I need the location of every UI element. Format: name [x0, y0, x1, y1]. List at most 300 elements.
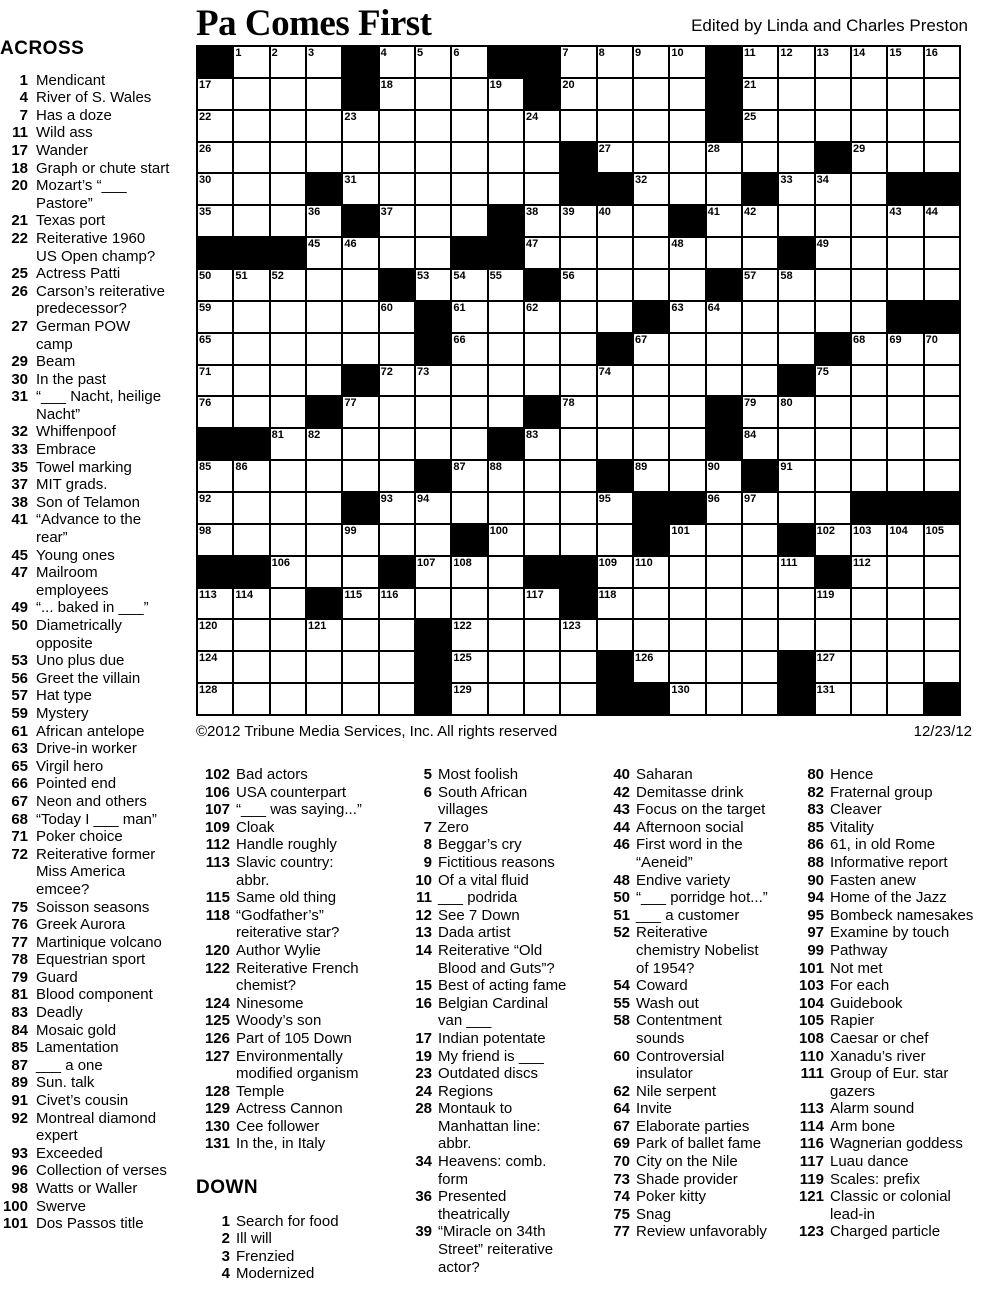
grid-cell[interactable]	[307, 47, 341, 77]
grid-cell[interactable]	[234, 461, 268, 491]
grid-cell[interactable]	[380, 620, 414, 650]
grid-cell[interactable]	[489, 684, 523, 714]
grid-cell[interactable]	[343, 174, 377, 204]
grid-cell[interactable]	[343, 302, 377, 332]
grid-cell[interactable]	[888, 620, 922, 650]
grid-cell[interactable]	[779, 47, 813, 77]
grid-cell[interactable]	[452, 143, 486, 173]
grid-cell[interactable]	[707, 238, 741, 268]
grid-cell[interactable]	[670, 174, 704, 204]
grid-cell[interactable]	[888, 461, 922, 491]
grid-cell[interactable]	[888, 238, 922, 268]
grid-cell[interactable]	[634, 620, 668, 650]
grid-cell[interactable]	[234, 206, 268, 236]
grid-cell[interactable]	[561, 461, 595, 491]
grid-cell[interactable]	[307, 652, 341, 682]
grid-cell[interactable]	[852, 429, 886, 459]
grid-cell[interactable]	[598, 557, 632, 587]
grid-cell[interactable]	[343, 684, 377, 714]
grid-cell[interactable]	[743, 429, 777, 459]
grid-cell[interactable]	[307, 620, 341, 650]
grid-cell[interactable]	[198, 525, 232, 555]
grid-cell[interactable]	[343, 461, 377, 491]
grid-cell[interactable]	[561, 47, 595, 77]
grid-cell[interactable]	[852, 589, 886, 619]
grid-cell[interactable]	[743, 397, 777, 427]
grid-cell[interactable]	[489, 143, 523, 173]
grid-cell[interactable]	[271, 206, 305, 236]
grid-cell[interactable]	[707, 143, 741, 173]
grid-cell[interactable]	[816, 302, 850, 332]
grid-cell[interactable]	[743, 334, 777, 364]
grid-cell[interactable]	[852, 206, 886, 236]
grid-cell[interactable]	[380, 684, 414, 714]
grid-cell[interactable]	[307, 557, 341, 587]
grid-cell[interactable]	[198, 493, 232, 523]
grid-cell[interactable]	[489, 461, 523, 491]
grid-cell[interactable]	[234, 270, 268, 300]
grid-cell[interactable]	[343, 334, 377, 364]
grid-cell[interactable]	[743, 652, 777, 682]
grid-cell[interactable]	[307, 366, 341, 396]
grid-cell[interactable]	[707, 206, 741, 236]
grid-cell[interactable]	[416, 111, 450, 141]
grid-cell[interactable]	[888, 47, 922, 77]
grid-cell[interactable]	[598, 620, 632, 650]
grid-cell[interactable]	[416, 525, 450, 555]
grid-cell[interactable]	[634, 366, 668, 396]
grid-cell[interactable]	[525, 334, 559, 364]
grid-cell[interactable]	[380, 206, 414, 236]
grid-cell[interactable]	[925, 47, 959, 77]
grid-cell[interactable]	[489, 270, 523, 300]
grid-cell[interactable]	[670, 429, 704, 459]
grid-cell[interactable]	[925, 397, 959, 427]
grid-cell[interactable]	[452, 461, 486, 491]
grid-cell[interactable]	[525, 493, 559, 523]
grid-cell[interactable]	[416, 174, 450, 204]
grid-cell[interactable]	[234, 684, 268, 714]
grid-cell[interactable]	[779, 397, 813, 427]
grid-cell[interactable]	[271, 557, 305, 587]
grid-cell[interactable]	[271, 461, 305, 491]
grid-cell[interactable]	[707, 684, 741, 714]
grid-cell[interactable]	[888, 684, 922, 714]
grid-cell[interactable]	[670, 79, 704, 109]
grid-cell[interactable]	[743, 270, 777, 300]
grid-cell[interactable]	[816, 461, 850, 491]
grid-cell[interactable]	[634, 111, 668, 141]
grid-cell[interactable]	[598, 589, 632, 619]
grid-cell[interactable]	[271, 111, 305, 141]
grid-cell[interactable]	[271, 589, 305, 619]
grid-cell[interactable]	[343, 397, 377, 427]
grid-cell[interactable]	[598, 493, 632, 523]
grid-cell[interactable]	[525, 461, 559, 491]
grid-cell[interactable]	[416, 589, 450, 619]
grid-cell[interactable]	[888, 111, 922, 141]
grid-cell[interactable]	[743, 557, 777, 587]
grid-cell[interactable]	[925, 461, 959, 491]
grid-cell[interactable]	[416, 238, 450, 268]
grid-cell[interactable]	[452, 270, 486, 300]
grid-cell[interactable]	[816, 397, 850, 427]
grid-cell[interactable]	[416, 47, 450, 77]
grid-cell[interactable]	[380, 461, 414, 491]
grid-cell[interactable]	[416, 366, 450, 396]
grid-cell[interactable]	[525, 174, 559, 204]
grid-cell[interactable]	[634, 79, 668, 109]
grid-cell[interactable]	[707, 589, 741, 619]
grid-cell[interactable]	[452, 589, 486, 619]
grid-cell[interactable]	[561, 652, 595, 682]
grid-cell[interactable]	[743, 143, 777, 173]
grid-cell[interactable]	[598, 143, 632, 173]
grid-cell[interactable]	[307, 270, 341, 300]
grid-cell[interactable]	[271, 302, 305, 332]
grid-cell[interactable]	[852, 47, 886, 77]
grid-cell[interactable]	[816, 620, 850, 650]
grid-cell[interactable]	[670, 620, 704, 650]
grid-cell[interactable]	[779, 429, 813, 459]
grid-cell[interactable]	[852, 620, 886, 650]
grid-cell[interactable]	[852, 525, 886, 555]
grid-cell[interactable]	[380, 143, 414, 173]
grid-cell[interactable]	[707, 174, 741, 204]
grid-cell[interactable]	[670, 557, 704, 587]
grid-cell[interactable]	[852, 461, 886, 491]
grid-cell[interactable]	[198, 684, 232, 714]
grid-cell[interactable]	[198, 397, 232, 427]
grid-cell[interactable]	[380, 589, 414, 619]
grid-cell[interactable]	[234, 111, 268, 141]
grid-cell[interactable]	[561, 238, 595, 268]
grid-cell[interactable]	[416, 429, 450, 459]
grid-cell[interactable]	[670, 302, 704, 332]
grid-cell[interactable]	[198, 302, 232, 332]
grid-cell[interactable]	[852, 366, 886, 396]
grid-cell[interactable]	[271, 79, 305, 109]
grid-cell[interactable]	[634, 652, 668, 682]
grid-cell[interactable]	[779, 143, 813, 173]
grid-cell[interactable]	[852, 111, 886, 141]
grid-cell[interactable]	[779, 302, 813, 332]
grid-cell[interactable]	[670, 111, 704, 141]
grid-cell[interactable]	[416, 397, 450, 427]
grid-cell[interactable]	[779, 557, 813, 587]
grid-cell[interactable]	[816, 79, 850, 109]
grid-cell[interactable]	[525, 238, 559, 268]
grid-cell[interactable]	[343, 429, 377, 459]
grid-cell[interactable]	[707, 334, 741, 364]
grid-cell[interactable]	[707, 557, 741, 587]
grid-cell[interactable]	[452, 620, 486, 650]
grid-cell[interactable]	[307, 111, 341, 141]
grid-cell[interactable]	[271, 620, 305, 650]
grid-cell[interactable]	[816, 206, 850, 236]
grid-cell[interactable]	[271, 429, 305, 459]
grid-cell[interactable]	[198, 111, 232, 141]
grid-cell[interactable]	[307, 79, 341, 109]
grid-cell[interactable]	[888, 652, 922, 682]
grid-cell[interactable]	[925, 79, 959, 109]
grid-cell[interactable]	[888, 397, 922, 427]
grid-cell[interactable]	[343, 238, 377, 268]
grid-cell[interactable]	[561, 270, 595, 300]
grid-cell[interactable]	[670, 143, 704, 173]
grid-cell[interactable]	[489, 397, 523, 427]
grid-cell[interactable]	[925, 111, 959, 141]
grid-cell[interactable]	[525, 429, 559, 459]
grid-cell[interactable]	[634, 47, 668, 77]
grid-cell[interactable]	[670, 397, 704, 427]
grid-cell[interactable]	[271, 270, 305, 300]
grid-cell[interactable]	[343, 143, 377, 173]
grid-cell[interactable]	[416, 79, 450, 109]
grid-cell[interactable]	[525, 366, 559, 396]
grid-cell[interactable]	[743, 589, 777, 619]
grid-cell[interactable]	[634, 174, 668, 204]
grid-cell[interactable]	[852, 397, 886, 427]
grid-cell[interactable]	[525, 525, 559, 555]
grid-cell[interactable]	[271, 652, 305, 682]
grid-cell[interactable]	[634, 143, 668, 173]
grid-cell[interactable]	[234, 397, 268, 427]
grid-cell[interactable]	[598, 238, 632, 268]
grid-cell[interactable]	[561, 525, 595, 555]
grid-cell[interactable]	[416, 143, 450, 173]
grid-cell[interactable]	[852, 652, 886, 682]
grid-cell[interactable]	[525, 302, 559, 332]
grid-cell[interactable]	[634, 270, 668, 300]
grid-cell[interactable]	[234, 174, 268, 204]
grid-cell[interactable]	[198, 461, 232, 491]
grid-cell[interactable]	[271, 525, 305, 555]
grid-cell[interactable]	[452, 366, 486, 396]
grid-cell[interactable]	[561, 684, 595, 714]
grid-cell[interactable]	[489, 334, 523, 364]
grid-cell[interactable]	[598, 366, 632, 396]
grid-cell[interactable]	[743, 238, 777, 268]
grid-cell[interactable]	[670, 334, 704, 364]
grid-cell[interactable]	[307, 143, 341, 173]
grid-cell[interactable]	[198, 270, 232, 300]
grid-cell[interactable]	[816, 47, 850, 77]
grid-cell[interactable]	[707, 461, 741, 491]
grid-cell[interactable]	[234, 589, 268, 619]
grid-cell[interactable]	[380, 79, 414, 109]
grid-cell[interactable]	[816, 493, 850, 523]
grid-cell[interactable]	[380, 493, 414, 523]
grid-cell[interactable]	[307, 334, 341, 364]
grid-cell[interactable]	[888, 334, 922, 364]
grid-cell[interactable]	[925, 143, 959, 173]
grid-cell[interactable]	[234, 302, 268, 332]
grid-cell[interactable]	[307, 461, 341, 491]
grid-cell[interactable]	[634, 238, 668, 268]
grid-cell[interactable]	[634, 397, 668, 427]
grid-cell[interactable]	[598, 79, 632, 109]
grid-cell[interactable]	[561, 206, 595, 236]
grid-cell[interactable]	[779, 589, 813, 619]
grid-cell[interactable]	[525, 143, 559, 173]
grid-cell[interactable]	[598, 397, 632, 427]
grid-cell[interactable]	[561, 79, 595, 109]
grid-cell[interactable]	[489, 525, 523, 555]
grid-cell[interactable]	[561, 620, 595, 650]
grid-cell[interactable]	[380, 174, 414, 204]
grid-cell[interactable]	[525, 111, 559, 141]
grid-cell[interactable]	[271, 397, 305, 427]
grid-cell[interactable]	[743, 366, 777, 396]
grid-cell[interactable]	[452, 79, 486, 109]
grid-cell[interactable]	[670, 238, 704, 268]
grid-cell[interactable]	[707, 366, 741, 396]
grid-cell[interactable]	[452, 174, 486, 204]
grid-cell[interactable]	[452, 334, 486, 364]
grid-cell[interactable]	[888, 525, 922, 555]
grid-cell[interactable]	[271, 334, 305, 364]
grid-cell[interactable]	[816, 270, 850, 300]
grid-cell[interactable]	[452, 206, 486, 236]
grid-cell[interactable]	[525, 684, 559, 714]
grid-cell[interactable]	[380, 429, 414, 459]
grid-cell[interactable]	[634, 334, 668, 364]
grid-cell[interactable]	[779, 79, 813, 109]
grid-cell[interactable]	[198, 366, 232, 396]
grid-cell[interactable]	[888, 366, 922, 396]
grid-cell[interactable]	[816, 589, 850, 619]
grid-cell[interactable]	[707, 302, 741, 332]
grid-cell[interactable]	[888, 589, 922, 619]
grid-cell[interactable]	[416, 493, 450, 523]
grid-cell[interactable]	[380, 525, 414, 555]
grid-cell[interactable]	[452, 557, 486, 587]
grid-cell[interactable]	[416, 270, 450, 300]
grid-cell[interactable]	[779, 493, 813, 523]
grid-cell[interactable]	[416, 557, 450, 587]
grid-cell[interactable]	[852, 174, 886, 204]
grid-cell[interactable]	[234, 79, 268, 109]
grid-cell[interactable]	[343, 589, 377, 619]
grid-cell[interactable]	[888, 143, 922, 173]
grid-cell[interactable]	[925, 270, 959, 300]
grid-cell[interactable]	[561, 429, 595, 459]
grid-cell[interactable]	[816, 366, 850, 396]
grid-cell[interactable]	[271, 684, 305, 714]
grid-cell[interactable]	[816, 429, 850, 459]
grid-cell[interactable]	[343, 652, 377, 682]
grid-cell[interactable]	[888, 557, 922, 587]
grid-cell[interactable]	[525, 620, 559, 650]
grid-cell[interactable]	[198, 652, 232, 682]
grid-cell[interactable]	[489, 557, 523, 587]
grid-cell[interactable]	[234, 620, 268, 650]
grid-cell[interactable]	[743, 620, 777, 650]
grid-cell[interactable]	[598, 111, 632, 141]
grid-cell[interactable]	[670, 589, 704, 619]
grid-cell[interactable]	[670, 525, 704, 555]
grid-cell[interactable]	[598, 47, 632, 77]
grid-cell[interactable]	[343, 620, 377, 650]
grid-cell[interactable]	[670, 461, 704, 491]
grid-cell[interactable]	[343, 111, 377, 141]
grid-cell[interactable]	[452, 302, 486, 332]
grid-cell[interactable]	[452, 684, 486, 714]
grid-cell[interactable]	[925, 238, 959, 268]
grid-cell[interactable]	[380, 397, 414, 427]
grid-cell[interactable]	[561, 493, 595, 523]
grid-cell[interactable]	[452, 111, 486, 141]
grid-cell[interactable]	[925, 334, 959, 364]
grid-cell[interactable]	[234, 366, 268, 396]
grid-cell[interactable]	[743, 47, 777, 77]
grid-cell[interactable]	[380, 111, 414, 141]
grid-cell[interactable]	[380, 238, 414, 268]
grid-cell[interactable]	[888, 206, 922, 236]
grid-cell[interactable]	[634, 557, 668, 587]
grid-cell[interactable]	[743, 684, 777, 714]
grid-cell[interactable]	[489, 174, 523, 204]
grid-cell[interactable]	[234, 493, 268, 523]
grid-cell[interactable]	[198, 589, 232, 619]
grid-cell[interactable]	[816, 652, 850, 682]
grid-cell[interactable]	[307, 429, 341, 459]
grid-cell[interactable]	[271, 493, 305, 523]
grid-cell[interactable]	[489, 589, 523, 619]
grid-cell[interactable]	[380, 302, 414, 332]
grid-cell[interactable]	[452, 397, 486, 427]
grid-cell[interactable]	[598, 206, 632, 236]
grid-cell[interactable]	[525, 206, 559, 236]
grid-cell[interactable]	[925, 557, 959, 587]
grid-cell[interactable]	[307, 525, 341, 555]
grid-cell[interactable]	[271, 174, 305, 204]
grid-cell[interactable]	[234, 334, 268, 364]
grid-cell[interactable]	[307, 493, 341, 523]
grid-cell[interactable]	[670, 366, 704, 396]
grid-cell[interactable]	[234, 525, 268, 555]
grid-cell[interactable]	[489, 493, 523, 523]
grid-cell[interactable]	[852, 557, 886, 587]
grid-cell[interactable]	[816, 684, 850, 714]
grid-cell[interactable]	[198, 206, 232, 236]
grid-cell[interactable]	[271, 366, 305, 396]
grid-cell[interactable]	[380, 652, 414, 682]
grid-cell[interactable]	[380, 366, 414, 396]
grid-cell[interactable]	[743, 493, 777, 523]
grid-cell[interactable]	[598, 270, 632, 300]
grid-cell[interactable]	[779, 174, 813, 204]
grid-cell[interactable]	[489, 652, 523, 682]
grid-cell[interactable]	[598, 429, 632, 459]
grid-cell[interactable]	[852, 143, 886, 173]
grid-cell[interactable]	[634, 461, 668, 491]
grid-cell[interactable]	[416, 206, 450, 236]
grid-cell[interactable]	[925, 525, 959, 555]
grid-cell[interactable]	[598, 525, 632, 555]
grid-cell[interactable]	[489, 111, 523, 141]
grid-cell[interactable]	[561, 366, 595, 396]
grid-cell[interactable]	[779, 111, 813, 141]
grid-cell[interactable]	[198, 174, 232, 204]
grid-cell[interactable]	[489, 79, 523, 109]
grid-cell[interactable]	[707, 620, 741, 650]
grid-cell[interactable]	[779, 206, 813, 236]
grid-cell[interactable]	[380, 334, 414, 364]
grid-cell[interactable]	[925, 206, 959, 236]
grid-cell[interactable]	[670, 270, 704, 300]
